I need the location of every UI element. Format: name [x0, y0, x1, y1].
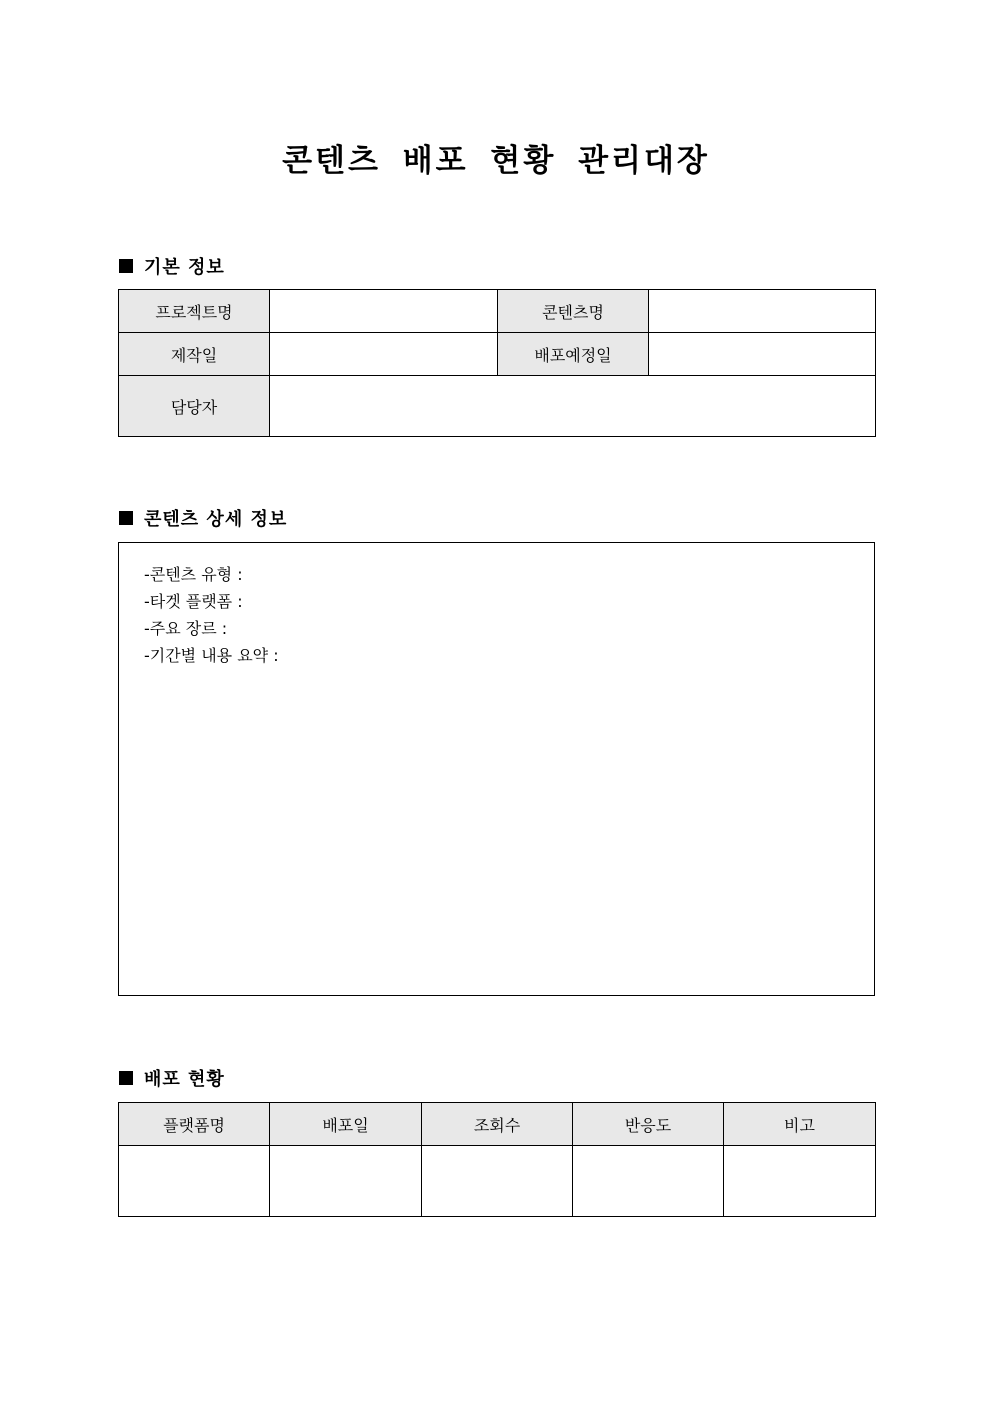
project-name-label: 프로젝트명	[119, 290, 270, 333]
production-date-label: 제작일	[119, 333, 270, 376]
manager-label: 담당자	[119, 376, 270, 437]
scheduled-date-field[interactable]	[649, 333, 876, 376]
content-name-label: 콘텐츠명	[498, 290, 649, 333]
distribution-date-cell[interactable]	[270, 1146, 422, 1217]
notes-cell[interactable]	[724, 1146, 876, 1217]
column-header-distribution-date: 배포일	[270, 1103, 422, 1146]
section-heading-basic-info	[119, 253, 225, 279]
page-title: 콘텐츠 배포 현황 관리대장	[282, 143, 710, 179]
content-name-field[interactable]	[649, 290, 876, 333]
column-header-platform: 플랫폼명	[119, 1103, 270, 1146]
column-header-response: 반응도	[573, 1103, 724, 1146]
square-bullet-icon	[119, 1071, 133, 1085]
content-type-line: -콘텐츠 유형 :	[144, 565, 243, 584]
platform-cell[interactable]	[119, 1146, 270, 1217]
project-name-field[interactable]	[270, 290, 498, 333]
table-row	[119, 1146, 876, 1217]
scheduled-date-label: 배포예정일	[498, 333, 649, 376]
section-heading-label: 콘텐츠 상세 정보	[144, 509, 288, 530]
square-bullet-icon	[119, 259, 133, 273]
production-date-field[interactable]	[270, 333, 498, 376]
views-cell[interactable]	[422, 1146, 573, 1217]
distribution-table	[118, 1102, 876, 1217]
section-heading-distribution	[119, 1065, 225, 1091]
column-header-notes: 비고	[724, 1103, 876, 1146]
response-cell[interactable]	[573, 1146, 724, 1217]
basic-info-table	[118, 289, 876, 437]
main-genre-line: -주요 장르 :	[144, 619, 228, 638]
content-detail-box[interactable]	[118, 542, 875, 996]
target-platform-line: -타겟 플랫폼 :	[144, 592, 243, 611]
square-bullet-icon	[119, 511, 133, 525]
section-heading-label: 기본 정보	[144, 257, 225, 278]
column-header-views: 조회수	[422, 1103, 573, 1146]
manager-field[interactable]	[270, 376, 876, 437]
section-heading-label: 배포 현황	[144, 1069, 225, 1090]
period-summary-line: -기간별 내용 요약 :	[144, 646, 279, 665]
section-heading-content-detail	[119, 505, 287, 531]
